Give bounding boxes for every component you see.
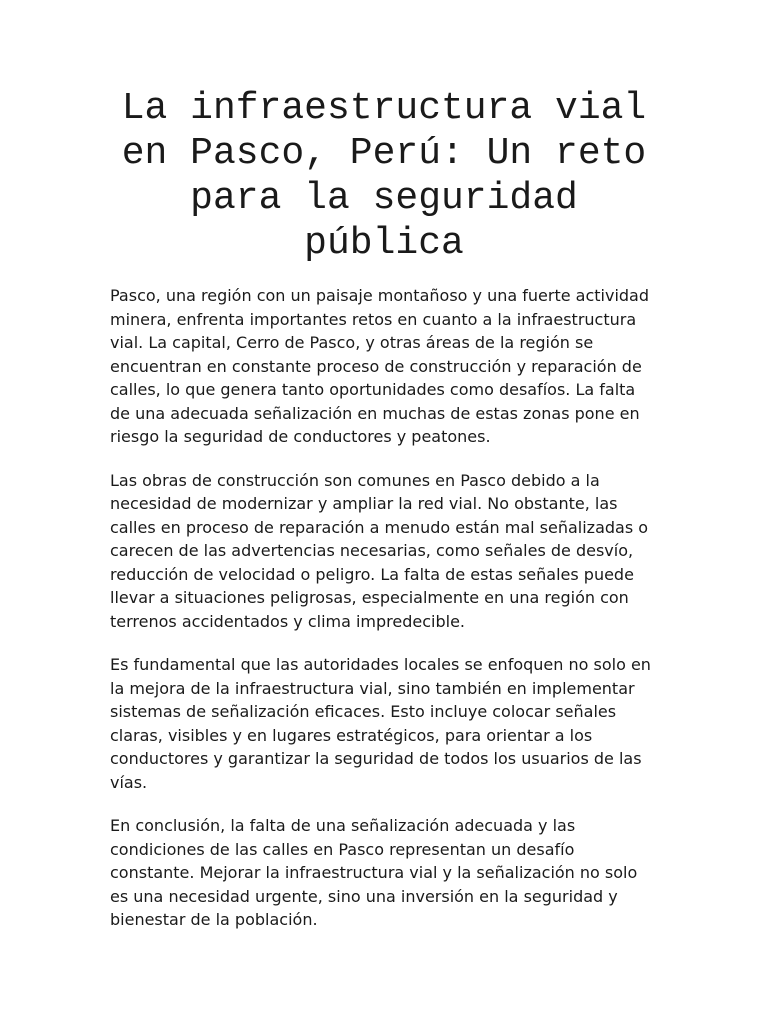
- paragraph-2: Las obras de construcción son comunes en Pasco debido a la necesidad de modernizar y ampliar la red vial. No obstante, las calles en proceso de reparación a menudo están mal señalizadas o carecen de las advertencias necesarias, como señales de desvío, reducción de velocidad o peligro. La falta de estas señales puede llevar a situaciones peligrosas, especialmente en una región con terrenos accidentados y clima impredecible.: [110, 470, 649, 631]
- document-title: La infraestructura vial en Pasco, Perú: Un reto para la seguridad pública: [121, 87, 647, 265]
- paragraph-1: Pasco, una región con un paisaje montañoso y una fuerte actividad minera, enfrenta importantes retos en cuanto a la infraestructura vial. La capital, Cerro de Pasco, y otras áreas de la región se encuentran en constante proceso de construcción y reparación de calles, lo que genera tanto oportunidades como desafíos. La falta de una adecuada señalización en muchas de estas zonas pone en riesgo la seguridad de conductores y peatones.: [110, 286, 649, 446]
- paragraph-3: Es fundamental que las autoridades locales se enfoquen no solo en la mejora de la infraestructura vial, sino también en implementar sistemas de señalización eficaces. Esto incluye colocar señales claras, visibles y en lugares estratégicos, para orientar a los conductores y garantizar la seguridad de todos los usuarios de las vías.: [110, 655, 651, 792]
- paragraph-4: En conclusión, la falta de una señalización adecuada y las condiciones de las calles en Pasco representan un desafío constante. Mejorar la infraestructura vial y la señalización no solo es una necesidad urgente, sino una inversión en la seguridad y bienestar de la población.: [110, 816, 638, 929]
